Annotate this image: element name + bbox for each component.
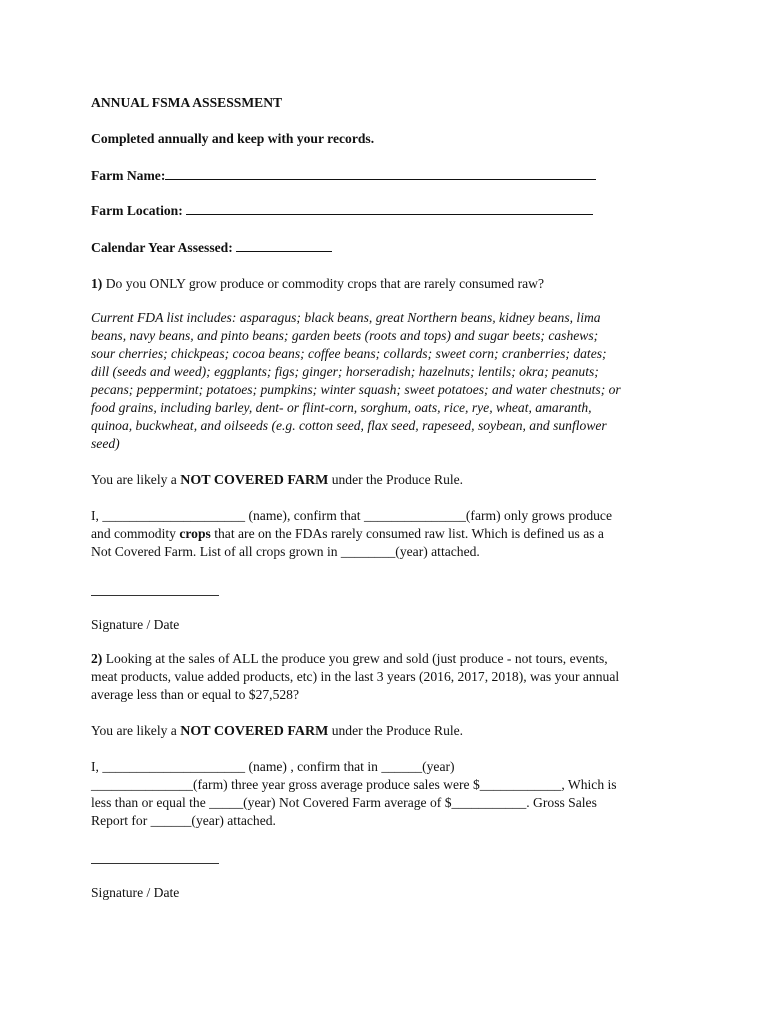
question-1-number: 1) bbox=[91, 276, 103, 291]
fda-list-line: dill (seeds and weed); eggplants; figs; ginger; horseradish; hazelnuts; lentils; okra; peanuts; bbox=[91, 364, 599, 379]
document-title: ANNUAL FSMA ASSESSMENT bbox=[91, 95, 283, 110]
fda-list-line: food grains, including barley, dent- or flint-corn, sorghum, oats, rice, rye, wheat, amaranth, bbox=[91, 400, 592, 415]
q1-not-covered-farm: NOT COVERED FARM bbox=[180, 473, 329, 488]
question-2-line: average less than or equal to $27,528? bbox=[91, 687, 299, 702]
q2-confirm-line: _______________(farm) three year gross average produce sales were $____________, Which is bbox=[91, 777, 617, 792]
farm-name-field[interactable] bbox=[165, 167, 596, 180]
q1-signature-label: Signature / Date bbox=[91, 617, 180, 632]
farm-location-row bbox=[91, 202, 691, 220]
q2-likely-pre: You are likely a bbox=[91, 723, 177, 738]
farm-name-row bbox=[91, 167, 691, 185]
fda-list bbox=[91, 309, 691, 453]
q2-signature-label: Signature / Date bbox=[91, 885, 180, 900]
fda-list-line: seed) bbox=[91, 436, 120, 451]
question-1-text: Do you ONLY grow produce or commodity crops that are rarely consumed raw? bbox=[105, 276, 545, 291]
q1-confirm-line: I, _____________________ (name), confirm that _______________(farm) only grows produce bbox=[91, 508, 612, 523]
q1-likely-post: under the Produce Rule. bbox=[331, 472, 464, 487]
farm-location-field[interactable] bbox=[186, 202, 593, 215]
q1-likely-statement bbox=[91, 471, 691, 490]
farm-location-label: Farm Location: bbox=[91, 203, 183, 218]
calendar-year-label: Calendar Year Assessed: bbox=[91, 240, 233, 255]
question-2-number: 2) bbox=[91, 651, 103, 666]
q2-confirm-line: Report for ______(year) attached. bbox=[91, 813, 276, 828]
fda-list-line: quinoa, buckwheat, and oilseeds (e.g. cotton seed, flax seed, rapeseed, soybean, and sunflower bbox=[91, 418, 607, 433]
question-2 bbox=[91, 650, 691, 704]
question-2-line: meat products, value added products, etc) in the last 3 years (2016, 2017, 2018), was your annual bbox=[91, 669, 620, 684]
question-1 bbox=[91, 275, 691, 293]
calendar-year-row bbox=[91, 239, 691, 257]
q1-signature-line[interactable] bbox=[91, 595, 219, 596]
q1-likely-pre: You are likely a bbox=[91, 472, 177, 487]
q1-confirm-pre: and commodity bbox=[91, 526, 176, 541]
fda-list-line: sour cherries; chickpeas; cocoa beans; coffee beans; collards; sweet corn; cranberries; dates; bbox=[91, 346, 607, 361]
document-subtitle: Completed annually and keep with your records. bbox=[91, 131, 375, 146]
fda-list-line: Current FDA list includes: asparagus; black beans, great Northern beans, kidney beans, lima bbox=[91, 310, 601, 325]
q1-confirm-line: Not Covered Farm. List of all crops grown in ________(year) attached. bbox=[91, 544, 480, 559]
q2-signature-line[interactable] bbox=[91, 863, 219, 864]
fda-list-line: beans, navy beans, and pinto beans; garden beets (roots and tops) and sugar beets; cashews; bbox=[91, 328, 599, 343]
q2-confirmation bbox=[91, 758, 691, 830]
farm-name-label: Farm Name: bbox=[91, 168, 166, 183]
q1-confirm-line bbox=[91, 525, 691, 543]
question-2-line bbox=[91, 650, 691, 668]
question-2-text: Looking at the sales of ALL the produce you grew and sold (just produce - not tours, events, bbox=[105, 651, 608, 666]
q2-likely-statement bbox=[91, 722, 691, 741]
q2-not-covered-farm: NOT COVERED FARM bbox=[180, 724, 329, 739]
q2-confirm-line: less than or equal the _____(year) Not Covered Farm average of $___________. Gross Sales bbox=[91, 795, 597, 810]
q2-likely-post: under the Produce Rule. bbox=[331, 723, 464, 738]
calendar-year-field[interactable] bbox=[236, 239, 332, 252]
fda-list-line: pecans; peppermint; potatoes; pumpkins; winter squash; sweet potatoes; and water chestnuts; or bbox=[91, 382, 621, 397]
q2-confirm-line: I, _____________________ (name) , confirm that in ______(year) bbox=[91, 759, 455, 774]
q1-confirmation bbox=[91, 507, 691, 561]
q1-confirm-post: that are on the FDAs rarely consumed raw list. Which is defined us as a bbox=[214, 526, 604, 541]
q1-confirm-bold: crops bbox=[179, 526, 211, 541]
